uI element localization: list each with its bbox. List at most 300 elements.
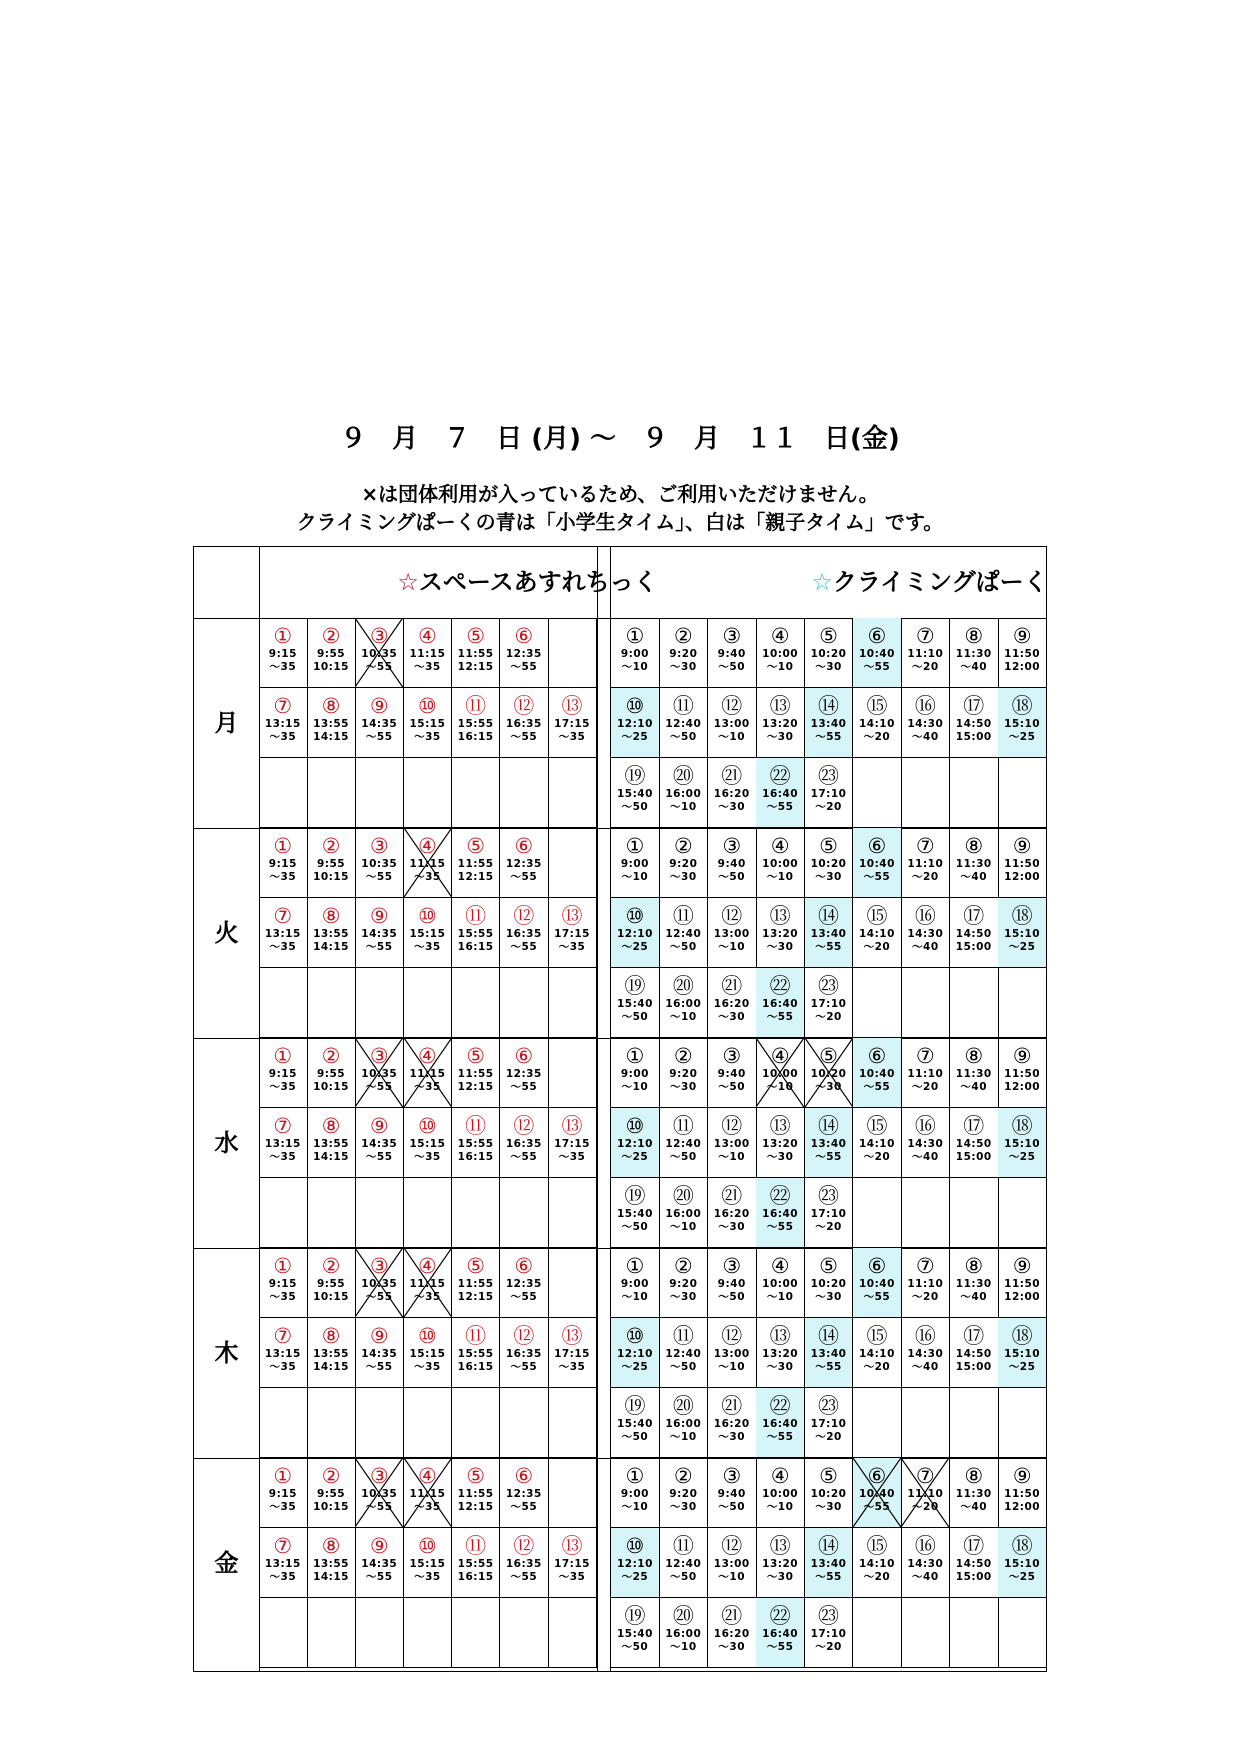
slot-end-time: ～10: [621, 871, 649, 883]
slot-end-time: ～25: [621, 1571, 649, 1583]
athletic-slot: [355, 898, 404, 968]
slot-start-time: 10:35: [361, 1068, 398, 1080]
section-title-climbing-park: ☆クライミングぱーく: [811, 568, 1048, 596]
slot-start-time: 14:35: [361, 1138, 398, 1150]
athletic-slot: [404, 618, 453, 688]
slot-end-time: ～30: [718, 1641, 746, 1653]
empty-cell: [307, 968, 356, 1038]
slot-number: ④: [770, 834, 790, 858]
slot-number: ①: [625, 624, 645, 648]
climbing-slot: [998, 1248, 1047, 1318]
climbing-slot: [756, 898, 805, 968]
climbing-slot: [756, 968, 805, 1038]
star-icon: ☆: [397, 568, 419, 596]
slot-end-time: ～40: [960, 1501, 988, 1513]
slot-number: ⑪: [672, 904, 694, 928]
slot-number: ⑭: [818, 904, 840, 928]
slot-number: ③: [722, 834, 742, 858]
climbing-slot: [998, 1318, 1047, 1388]
slot-number: ⑮: [866, 1534, 888, 1558]
slot-start-time: 14:10: [858, 1138, 895, 1150]
climbing-slot: [950, 1248, 999, 1318]
slot-end-time: ～35: [558, 1361, 586, 1373]
empty-cell: [404, 1388, 453, 1458]
slot-end-time: ～20: [863, 941, 891, 953]
slot-end-time: ～20: [912, 1081, 939, 1093]
slot-start-time: 10:20: [810, 1068, 847, 1080]
climbing-slot: [853, 828, 902, 898]
climbing-slot: [611, 1318, 660, 1388]
empty-cell: [950, 1598, 999, 1668]
climbing-slot: [708, 968, 757, 1038]
slot-start-time: 15:10: [1004, 1558, 1041, 1570]
slot-number: ⑱: [1011, 1534, 1033, 1558]
climbing-slot: [805, 1108, 854, 1178]
slot-number: ⑯: [914, 1534, 936, 1558]
slot-number: ⑦: [273, 1114, 293, 1138]
climbing-slot: [708, 1038, 757, 1108]
slot-number: ⑲: [624, 1184, 646, 1208]
athletic-slot: [404, 1108, 453, 1178]
slot-start-time: 9:20: [669, 1068, 698, 1080]
athletic-slot: [259, 1248, 308, 1318]
slot-number: ①: [273, 1044, 293, 1068]
slot-number: ⑤: [466, 834, 486, 858]
slot-number: ㉓: [818, 1604, 840, 1628]
slot-end-time: ～55: [365, 941, 393, 953]
slot-start-time: 14:30: [907, 928, 944, 940]
slot-end-time: ～30: [815, 1501, 842, 1513]
slot-end-time: 14:15: [313, 731, 349, 743]
slot-start-time: 11:50: [1004, 858, 1041, 870]
slot-end-time: ～50: [718, 1081, 746, 1093]
empty-cell: [853, 968, 902, 1038]
slot-start-time: 14:10: [858, 718, 895, 730]
slot-end-time: ～10: [621, 1081, 649, 1093]
slot-end-time: ～25: [1008, 1361, 1036, 1373]
climbing-slot: [659, 828, 708, 898]
slot-number: ⑰: [963, 1534, 985, 1558]
slot-end-time: ～40: [960, 1291, 988, 1303]
slot-end-time: ～35: [414, 1361, 441, 1373]
slot-number: ⑫: [513, 1114, 535, 1138]
slot-start-time: 11:15: [409, 1278, 446, 1290]
slot-end-time: ～55: [365, 871, 393, 883]
slot-end-time: ～55: [365, 1361, 393, 1373]
slot-end-time: ～40: [912, 1361, 939, 1373]
slot-number: ③: [369, 1044, 389, 1068]
empty-cell: [404, 758, 453, 828]
slot-number: ⑥: [514, 624, 534, 648]
athletic-slot: [500, 1108, 549, 1178]
climbing-slot: [756, 1598, 805, 1668]
athletic-slot: [452, 828, 501, 898]
slot-number: ⑩: [418, 1324, 437, 1348]
empty-cell: [307, 1598, 356, 1668]
slot-start-time: 14:50: [955, 1348, 992, 1360]
slot-number: ②: [321, 1044, 341, 1068]
slot-end-time: ～10: [766, 1291, 794, 1303]
slot-number: ⑱: [1011, 694, 1033, 718]
slot-start-time: 10:20: [810, 1278, 847, 1290]
empty-cell: [548, 968, 597, 1038]
empty-cell: [307, 758, 356, 828]
climbing-slot: [901, 688, 950, 758]
athletic-slot: [259, 688, 308, 758]
climbing-slot: [901, 898, 950, 968]
slot-end-time: ～50: [670, 731, 697, 743]
climbing-slot: [805, 1038, 854, 1108]
slot-end-time: ～30: [815, 1291, 842, 1303]
slot-number: ③: [722, 1254, 742, 1278]
slot-start-time: 9:40: [717, 858, 746, 870]
slot-number: ③: [369, 834, 389, 858]
slot-end-time: 16:15: [457, 941, 494, 953]
slot-start-time: 9:20: [669, 1488, 698, 1500]
slot-number: ④: [418, 624, 437, 648]
athletic-slot: [404, 898, 453, 968]
athletic-slot: [307, 1108, 356, 1178]
slot-end-time: ～35: [414, 661, 441, 673]
slot-start-time: 12:35: [505, 648, 542, 660]
slot-number: ⑪: [465, 1534, 487, 1558]
slot-start-time: 14:10: [858, 928, 895, 940]
slot-end-time: ～55: [510, 871, 538, 883]
slot-number: ⑮: [866, 1324, 888, 1348]
slot-end-time: ～50: [718, 661, 746, 673]
slot-end-time: ～50: [718, 1291, 746, 1303]
slot-start-time: 14:30: [907, 1138, 944, 1150]
slot-number: ⑬: [769, 1324, 791, 1348]
slot-number: ③: [369, 1254, 389, 1278]
slot-number: ⑦: [273, 1534, 293, 1558]
slot-start-time: 13:40: [810, 718, 847, 730]
slot-end-time: 12:15: [457, 1291, 494, 1303]
slot-number: ⑧: [321, 1324, 341, 1348]
slot-end-time: 10:15: [313, 1291, 349, 1303]
slot-end-time: 16:15: [457, 1361, 494, 1373]
empty-cell: [901, 968, 950, 1038]
slot-end-time: ～50: [670, 1361, 697, 1373]
slot-number: ⑱: [1011, 904, 1033, 928]
slot-start-time: 9:15: [268, 858, 297, 870]
empty-cell: [901, 758, 950, 828]
empty-cell: [452, 758, 501, 828]
slot-end-time: ～35: [414, 1151, 441, 1163]
slot-start-time: 11:50: [1004, 1278, 1041, 1290]
slot-start-time: 11:55: [457, 858, 494, 870]
slot-start-time: 11:30: [955, 1278, 992, 1290]
climbing-slot: [805, 828, 854, 898]
climbing-slot: [853, 1528, 902, 1598]
slot-start-time: 12:40: [665, 1558, 702, 1570]
slot-number: ㉓: [818, 1184, 840, 1208]
slot-start-time: 14:50: [955, 1558, 992, 1570]
slot-end-time: ～35: [269, 1571, 297, 1583]
slot-start-time: 11:30: [955, 1068, 992, 1080]
slot-number: ②: [673, 1254, 693, 1278]
slot-start-time: 9:00: [620, 1278, 649, 1290]
slot-number: ⑦: [915, 624, 935, 648]
slot-end-time: ～10: [670, 1641, 697, 1653]
athletic-slot: [355, 1458, 404, 1528]
empty-cell: [259, 968, 308, 1038]
climbing-slot: [756, 758, 805, 828]
empty-cell: [998, 758, 1047, 828]
slot-end-time: ～35: [269, 1291, 297, 1303]
climbing-slot: [708, 1318, 757, 1388]
empty-cell: [853, 1598, 902, 1668]
slot-start-time: 9:40: [717, 1068, 746, 1080]
slot-number: ㉑: [721, 1394, 743, 1418]
slot-start-time: 10:00: [762, 648, 799, 660]
slot-number: ⑪: [465, 1114, 487, 1138]
day-label: 金: [214, 1549, 239, 1577]
athletic-slot: [259, 898, 308, 968]
slot-end-time: ～30: [815, 1081, 842, 1093]
climbing-slot: [805, 1458, 854, 1528]
climbing-slot: [950, 828, 999, 898]
athletic-slot: [452, 1038, 501, 1108]
slot-end-time: ～35: [414, 1291, 441, 1303]
slot-start-time: 9:00: [620, 648, 649, 660]
slot-number: ⑧: [964, 1044, 984, 1068]
slot-start-time: 13:55: [313, 1348, 349, 1360]
slot-end-time: ～55: [365, 1151, 393, 1163]
slot-start-time: 12:10: [616, 928, 653, 940]
slot-end-time: ～10: [766, 1501, 794, 1513]
climbing-slot: [756, 828, 805, 898]
athletic-slot: [452, 1248, 501, 1318]
slot-start-time: 17:10: [810, 1628, 847, 1640]
slot-end-time: ～20: [912, 871, 939, 883]
athletic-slot: [548, 1108, 597, 1178]
slot-start-time: 16:35: [505, 1558, 542, 1570]
slot-number: ㉓: [818, 1394, 840, 1418]
slot-start-time: 11:10: [907, 648, 944, 660]
empty-cell: [548, 1248, 597, 1318]
slot-start-time: 13:00: [713, 718, 750, 730]
slot-number: ㉓: [818, 764, 840, 788]
climbing-slot: [901, 1248, 950, 1318]
slot-number: ⑭: [818, 1114, 840, 1138]
slot-start-time: 16:35: [505, 928, 542, 940]
climbing-slot: [998, 1458, 1047, 1528]
slot-number: ⑳: [672, 1394, 694, 1418]
slot-start-time: 10:40: [858, 858, 895, 870]
slot-end-time: ～30: [718, 801, 746, 813]
slot-start-time: 14:50: [955, 1138, 992, 1150]
athletic-slot: [259, 1038, 308, 1108]
climbing-slot: [756, 618, 805, 688]
athletic-slot: [452, 618, 501, 688]
slot-number: ⑪: [465, 1324, 487, 1348]
slot-number: ⑥: [867, 1254, 887, 1278]
slot-end-time: ～55: [863, 871, 891, 883]
slot-start-time: 11:15: [409, 1068, 446, 1080]
climbing-slot: [950, 1458, 999, 1528]
athletic-slot: [355, 828, 404, 898]
climbing-slot: [805, 1598, 854, 1668]
slot-start-time: 13:00: [713, 928, 750, 940]
slot-end-time: ～55: [766, 801, 794, 813]
athletic-slot: [404, 1248, 453, 1318]
slot-end-time: ～50: [670, 1571, 697, 1583]
day-label: 水: [214, 1129, 239, 1157]
climbing-slot: [853, 1248, 902, 1318]
climbing-slot: [659, 758, 708, 828]
climbing-slot: [998, 898, 1047, 968]
slot-number: ②: [673, 834, 693, 858]
climbing-slot: [756, 1388, 805, 1458]
slot-start-time: 13:20: [762, 1348, 799, 1360]
slot-start-time: 13:55: [313, 928, 349, 940]
slot-start-time: 16:20: [713, 998, 750, 1010]
slot-end-time: ～40: [912, 1151, 939, 1163]
climbing-slot: [611, 1108, 660, 1178]
slot-start-time: 9:40: [717, 1488, 746, 1500]
slot-end-time: ～30: [718, 1221, 746, 1233]
slot-number: ⑨: [1012, 834, 1032, 858]
slot-end-time: 12:15: [457, 1081, 494, 1093]
slot-number: ⑧: [964, 834, 984, 858]
slot-number: ⑳: [672, 1604, 694, 1628]
slot-number: ㉑: [721, 764, 743, 788]
slot-start-time: 13:40: [810, 928, 847, 940]
slot-end-time: ～10: [670, 1221, 697, 1233]
slot-start-time: 15:40: [616, 1208, 653, 1220]
slot-start-time: 10:35: [361, 1278, 398, 1290]
empty-cell: [259, 758, 308, 828]
slot-end-time: ～50: [670, 1151, 697, 1163]
climbing-slot: [805, 1178, 854, 1248]
slot-number: ②: [673, 1044, 693, 1068]
athletic-slot: [500, 688, 549, 758]
slot-end-time: ～35: [558, 941, 586, 953]
empty-cell: [548, 1038, 597, 1108]
slot-end-time: 10:15: [313, 871, 349, 883]
climbing-slot: [611, 898, 660, 968]
slot-end-time: ～50: [670, 941, 697, 953]
slot-end-time: ～55: [510, 1291, 538, 1303]
slot-number: ⑥: [514, 1254, 534, 1278]
athletic-slot: [259, 828, 308, 898]
slot-start-time: 11:50: [1004, 1068, 1041, 1080]
climbing-slot: [611, 828, 660, 898]
climbing-slot: [708, 618, 757, 688]
athletic-slot: [500, 1318, 549, 1388]
slot-end-time: ～20: [815, 1221, 842, 1233]
climbing-slot: [998, 1528, 1047, 1598]
slot-start-time: 13:20: [762, 928, 799, 940]
slot-start-time: 16:00: [665, 1628, 702, 1640]
slot-end-time: ～55: [365, 731, 393, 743]
empty-cell: [355, 1598, 404, 1668]
slot-number: ⑤: [819, 834, 838, 858]
slot-start-time: 14:30: [907, 1348, 944, 1360]
slot-start-time: 13:15: [264, 1138, 301, 1150]
empty-cell: [950, 968, 999, 1038]
slot-number: ⑥: [514, 1464, 534, 1488]
slot-start-time: 11:30: [955, 648, 992, 660]
slot-end-time: ～35: [269, 1151, 297, 1163]
slot-start-time: 14:30: [907, 718, 944, 730]
slot-start-time: 12:10: [616, 1348, 653, 1360]
slot-end-time: ～30: [766, 1361, 794, 1373]
slot-end-time: ～35: [414, 1501, 441, 1513]
slot-start-time: 15:15: [409, 1138, 446, 1150]
slot-end-time: 12:00: [1004, 871, 1041, 883]
slot-number: ⑫: [721, 1114, 743, 1138]
slot-number: ⑫: [513, 1324, 535, 1348]
slot-end-time: ～55: [510, 1501, 538, 1513]
athletic-slot: [452, 1528, 501, 1598]
slot-start-time: 9:15: [268, 1488, 297, 1500]
empty-cell: [950, 1178, 999, 1248]
slot-number: ⑬: [561, 1534, 583, 1558]
slot-end-time: ～10: [718, 1571, 746, 1583]
page-title: ９ 月 ７ 日 (月) ～ ９ 月 １１ 日(金): [340, 424, 900, 454]
slot-end-time: ～50: [621, 1221, 649, 1233]
slot-start-time: 11:15: [409, 648, 446, 660]
slot-end-time: ～20: [815, 1011, 842, 1023]
slot-end-time: ～10: [718, 731, 746, 743]
climbing-slot: [805, 758, 854, 828]
empty-cell: [452, 1598, 501, 1668]
athletic-slot: [404, 1038, 453, 1108]
empty-cell: [901, 1598, 950, 1668]
climbing-slot: [708, 898, 757, 968]
slot-number: ④: [418, 1254, 437, 1278]
slot-start-time: 9:55: [316, 1278, 346, 1290]
slot-number: ⑫: [721, 694, 743, 718]
slot-end-time: ～40: [960, 1081, 988, 1093]
athletic-slot: [500, 828, 549, 898]
athletic-slot: [404, 828, 453, 898]
climbing-slot: [853, 618, 902, 688]
slot-start-time: 13:15: [264, 1558, 301, 1570]
slot-number: ⑩: [625, 1114, 645, 1138]
climbing-slot: [805, 898, 854, 968]
slot-number: ⑬: [561, 1324, 583, 1348]
climbing-slot: [659, 1598, 708, 1668]
slot-start-time: 11:30: [955, 1488, 992, 1500]
slot-end-time: ～35: [269, 1501, 297, 1513]
slot-end-time: ～55: [863, 661, 891, 673]
slot-start-time: 11:50: [1004, 1488, 1041, 1500]
slot-number: ⑯: [914, 1114, 936, 1138]
empty-cell: [548, 828, 597, 898]
slot-number: ⑥: [514, 834, 534, 858]
slot-number: ⑩: [418, 1534, 437, 1558]
athletic-slot: [307, 1248, 356, 1318]
slot-number: ①: [273, 624, 293, 648]
climbing-slot: [659, 1108, 708, 1178]
climbing-slot: [950, 898, 999, 968]
slot-end-time: 14:15: [313, 941, 349, 953]
slot-end-time: ～10: [621, 1501, 649, 1513]
slot-end-time: ～25: [621, 731, 649, 743]
slot-start-time: 12:10: [616, 1558, 653, 1570]
slot-number: ⑥: [867, 624, 887, 648]
schedule-table: [193, 546, 1047, 1672]
climbing-slot: [901, 828, 950, 898]
slot-number: ㉓: [818, 974, 840, 998]
slot-number: ⑨: [369, 1534, 389, 1558]
slot-start-time: 15:15: [409, 1558, 446, 1570]
slot-end-time: ～30: [718, 1011, 746, 1023]
slot-end-time: 15:00: [955, 1151, 992, 1163]
